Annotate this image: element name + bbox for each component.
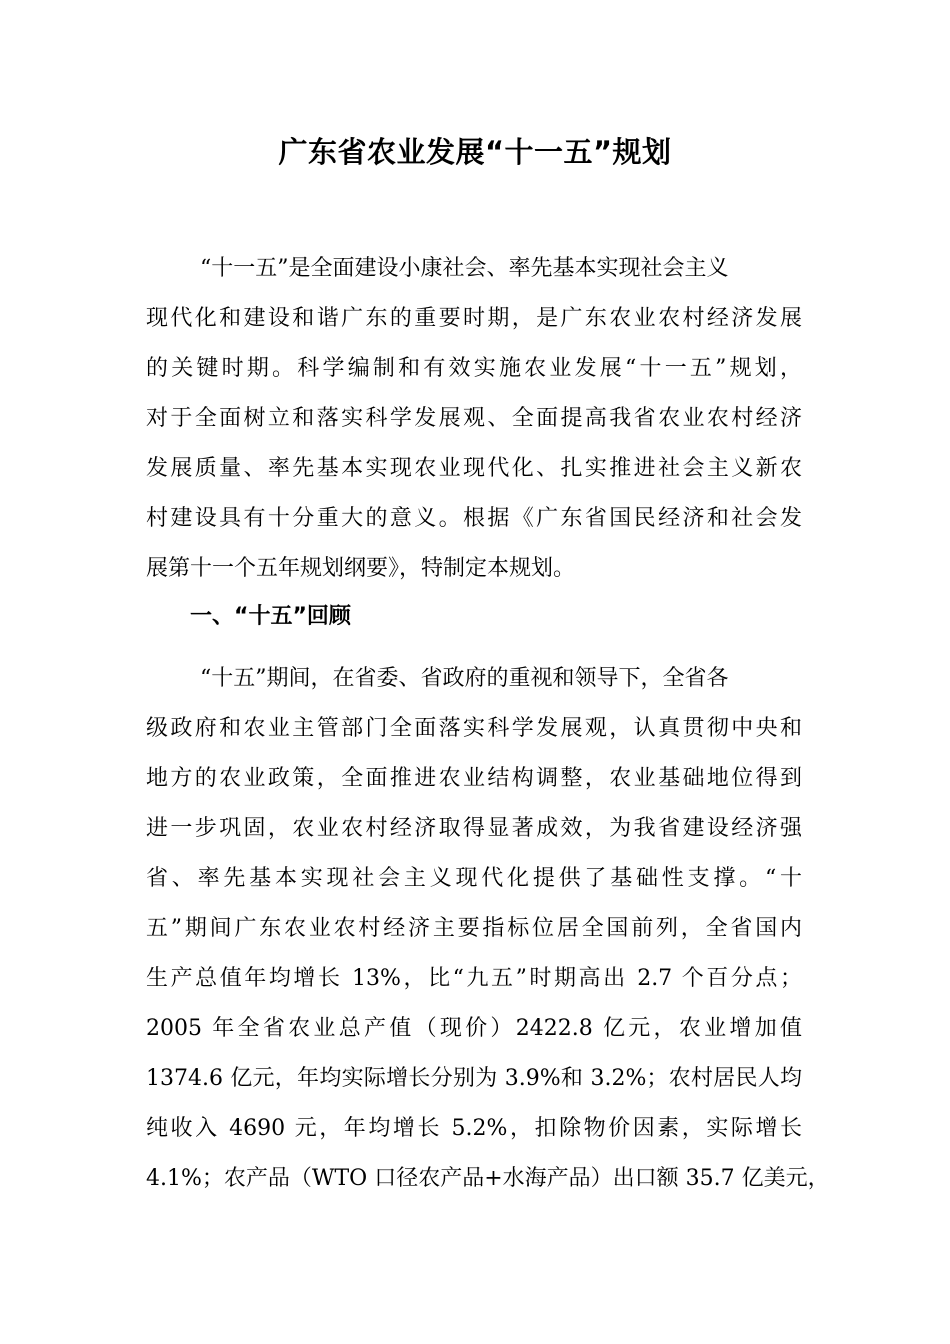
paragraph-line: 的关键时期。科学编制和有效实施农业发展“十一五”规划， (146, 356, 802, 381)
paragraph-line: 进一步巩固，农业农村经济取得显著成效，为我省建设经济强 (146, 816, 802, 841)
paragraph-line: 发展质量、率先基本实现农业现代化、扎实推进社会主义新农 (146, 456, 802, 481)
paragraph-line: 生产总值年均增长 13%，比“九五”时期高出 2.7 个百分点； (146, 966, 802, 991)
paragraph-line: 五”期间广东农业农村经济主要指标位居全国前列，全省国内 (146, 916, 802, 941)
paragraph-line: 省、率先基本实现社会主义现代化提供了基础性支撑。“十 (146, 866, 802, 891)
document-title: 广东省农业发展“十一五”规划 (278, 135, 672, 169)
paragraph-line: 纯收入 4690 元，年均增长 5.2%，扣除物价因素，实际增长 (146, 1116, 802, 1141)
paragraph-line: 展第十一个五年规划纲要》，特制定本规划。 (146, 556, 576, 581)
paragraph-line: 1374.6 亿元，年均实际增长分别为 3.9%和 3.2%；农村居民人均 (146, 1066, 802, 1091)
section-heading: 一、“十五”回顾 (190, 604, 351, 629)
paragraph-line: 4.1%；农产品（WTO 口径农产品+水海产品）出口额 35.7 亿美元， (146, 1166, 830, 1191)
paragraph-line: “十一五”是全面建设小康社会、率先基本实现社会主义 (200, 256, 729, 281)
paragraph-line: 对于全面树立和落实科学发展观、全面提高我省农业农村经济 (146, 406, 802, 431)
paragraph-line: 现代化和建设和谐广东的重要时期，是广东农业农村经济发展 (146, 306, 802, 331)
paragraph-line: 村建设具有十分重大的意义。根据《广东省国民经济和社会发 (146, 506, 802, 531)
paragraph-line: 2005 年全省农业总产值（现价）2422.8 亿元，农业增加值 (146, 1016, 802, 1041)
paragraph-line: 地方的农业政策，全面推进农业结构调整，农业基础地位得到 (146, 766, 802, 791)
paragraph-line: 级政府和农业主管部门全面落实科学发展观，认真贯彻中央和 (146, 716, 802, 741)
paragraph-line: “十五”期间，在省委、省政府的重视和领导下，全省各 (200, 666, 729, 691)
